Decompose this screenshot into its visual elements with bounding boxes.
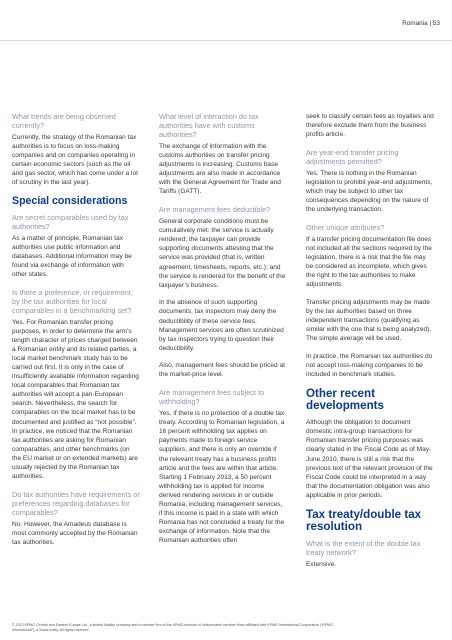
subheading-trends: What trends are being observed currently? <box>12 112 116 130</box>
paragraph-management-fees-pricing: Also, management fees should be priced at the market-price level. <box>159 362 285 379</box>
paragraph-royalties: seek to classify certain fees as royalties and therefore exclude them from the business profits article. <box>306 113 434 139</box>
heading-special-considerations: Special considerations <box>12 195 128 208</box>
paragraph-treaty-network: Extensive. <box>306 561 337 569</box>
column-middle <box>159 112 287 554</box>
paragraph-loss-making: In practice, the Romanian tax authorities do not accept loss-making companies to be included in benchmark studies. <box>306 352 433 378</box>
subheading-databases: Do tax authorities have requirements or preferences regarding databases for comparables? <box>12 489 140 517</box>
paragraph-customs: The exchange of information with the customs authorities on transfer pricing adjustments is increasing. Customs base adjustments are also made in accordance with the General Agreement for Trade and Tariffs (GATT). <box>159 143 281 196</box>
column-left <box>12 112 140 556</box>
page-number-label: Romania | 53 <box>402 20 440 27</box>
paragraph-secret-comparables: As a matter of principle, Romanian tax authorities use public information and databases. Additional information may be found via exchange of information with other states. <box>12 234 132 278</box>
paragraph-local-comparables: Yes. For Romanian transfer pricing purposes, in order to determine the arm’s length character of prices charged between a Romanian entity and its related parties, a local market benchmark study has to be carried out first. It is only in the case of insufficiently available information regarding local comparables that Romanian tax authorities will accept a pan-European search. Nevertheless, the search for comparables on the local market has to be documented and justified as “not possible”. In practice, we noticed that the Romanian tax authorities are asking for Romanian comparables, and other benchmarks (on the EU market or on extended markets) are usually rejected by the Romanian tax authorities. <box>12 318 139 481</box>
paragraph-withholding: Yes, if there is no protection of a double tax treaty. According to Romanian legislation, a 16 percent withholding tax applies on payments made to foreign service suppliers, and there is only an override if the relevant treaty has a business profits article and the fees are within that article. Starting 1 February 2013, a 50 percent withholding tax is applied for income derived rendering services in or outside Romania, including management services, if this income is paid in a state with which Romania has not concluded a treaty for the exchange of information. Note that the Romanian authorities often <box>159 410 285 545</box>
column-right <box>306 112 434 578</box>
paragraph-management-fees-documents: In the absence of such supporting documents, tax inspectors may deny the deductibility of these service fees. Management services are often scrutinized by tax inspectors trying to question their deductibility. <box>159 299 284 352</box>
heading-tax-treaty: Tax treaty/double tax resolution <box>306 507 422 534</box>
paragraph-incomplete-file: If a transfer pricing documentation file does not included all the sections required by the legislation, there is a risk that the file may be considered as incomplete, which gives the right to the tax authorities to make adjustments. <box>306 235 432 289</box>
subheading-management-fees: Are management fees deductible? <box>159 205 271 215</box>
subheading-customs: What level of interaction do tax authorities have with customs authorities? <box>159 112 259 139</box>
copyright-footer: © 2013 KPMG Central and Eastern Europe Ltd., a limited liability company and a member firm of the KPMG network of independent member firms affiliated with KPMG International Cooperative (“KPMG International”), a Swiss entity. All rights reserved. <box>12 623 333 632</box>
header-divider <box>0 40 452 41</box>
subheading-secret-comparables: Are secret comparables used by tax authorities? <box>12 212 129 231</box>
paragraph-year-end-adjustments: Yes. There is nothing in the Romanian legislation to prohibit year-end adjustments, which may be subject to other tax consequences depending on the nature of the underlying transaction. <box>306 169 433 214</box>
paragraph-three-transactions: Transfer pricing adjustments may be made by the tax authorities based on three independent transactions (qualifying as similar with the one that is being analyzed). The simple average will be used. <box>306 298 432 343</box>
heading-recent-developments: Other recent developments <box>306 386 384 413</box>
subheading-unique-attributes: Other unique attributes? <box>306 222 385 232</box>
subheading-withholding: Are management fees subject to withholding? <box>159 388 265 407</box>
paragraph-databases: No. However, the Amadeus database is most commonly accepted by the Romanian tax authorities. <box>12 520 138 546</box>
paragraph-management-fees-conditions: General corporate conditions must be cumulatively met: the service is actually rendered; the taxpayer can provide supporting documents attesting that the service was provided (that is, written agreement, timesheets, reports, etc.); and the service is rendered for the benefit of the taxpayer’s business. <box>159 218 286 289</box>
subheading-local-comparables: Is there a preference, or requirement, by the tax authorities for local comparables in a benchmarking set? <box>12 287 133 315</box>
subheading-year-end-adjustments: Are year-end transfer pricing adjustments permitted? <box>306 147 399 166</box>
paragraph-trends: Currently, the strategy of the Romanian tax authorities is to focus on loss-making companies and on companies operating in certain economic sectors (such as the oil and gas sector, which has come under a lot of scrutiny in the last year). <box>12 134 138 187</box>
subheading-treaty-network: What is the extent of the double tax treaty network? <box>306 539 421 558</box>
paragraph-recent-developments: Although the obligation to document domestic intra-group transactions for Romanian transfer pricing purposes was clearly stated in the Fiscal Code as of May-June 2010, there is still a risk that the previous text of the relevant provision of the Fiscal Code could be interpreted in a way that the documentation obligation was also applicable in prior periods. <box>306 419 433 499</box>
